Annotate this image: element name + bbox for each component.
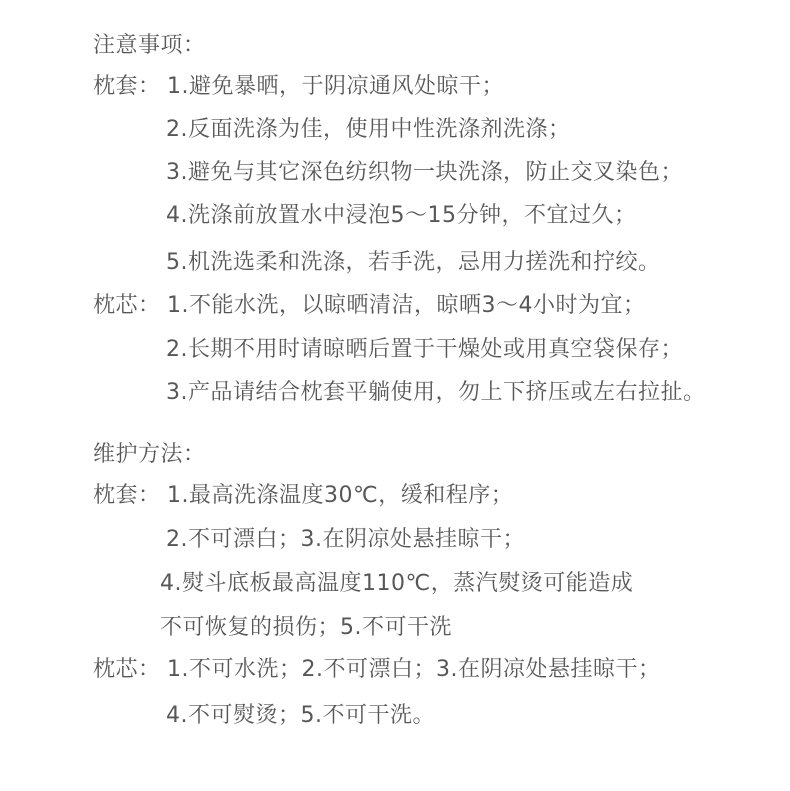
notes-pillowcase-item-2: 2.反面洗涤为佳，使用中性洗涤剂洗涤； [166, 117, 571, 142]
notes-pillowcase-item-5: 5.机洗选柔和洗涤，若手洗，忌用力搓洗和拧绞。 [166, 250, 661, 275]
notes-pillow-core-item-1: 1.不能水洗，以晾晒清洁，晾晒3～4小时为宜； [167, 293, 646, 318]
notes-heading: 注意事项： [93, 33, 206, 58]
care-pillowcase-line-4: 不可恢复的损伤；5.不可干洗 [160, 615, 452, 640]
notes-pillowcase-item-3: 3.避免与其它深色纺织物一块洗涤，防止交叉染色； [166, 160, 683, 185]
care-pillow-core-line-1: 1.不可水洗；2.不可漂白；3.在阴凉处悬挂晾干； [167, 657, 661, 682]
care-pillowcase-line-3: 4.熨斗底板最高温度110℃，蒸汽熨烫可能造成 [160, 571, 634, 596]
pillowcase-label: 枕套： [93, 74, 161, 99]
notes-pillowcase-item-1: 1.避免暴晒，于阴凉通风处晾干； [167, 74, 504, 99]
care-pillowcase-label: 枕套： [93, 483, 161, 508]
pillow-core-label: 枕芯： [93, 293, 161, 318]
care-pillow-core-line-2: 4.不可熨烫；5.不可干洗。 [166, 703, 435, 728]
care-pillowcase-line-2: 2.不可漂白；3.在阴凉处悬挂晾干； [166, 527, 525, 552]
notes-pillow-core-item-2: 2.长期不用时请晾晒后置于干燥处或用真空袋保存； [166, 337, 683, 362]
care-heading: 维护方法： [93, 442, 206, 467]
care-pillowcase-line-1: 1.最高洗涤温度30℃，缓和程序； [167, 483, 514, 508]
notes-pillowcase-item-4: 4.洗涤前放置水中浸泡5～15分钟，不宜过久； [166, 203, 637, 228]
care-pillow-core-label: 枕芯： [93, 657, 161, 682]
notes-pillow-core-item-3: 3.产品请结合枕套平躺使用，勿上下挤压或左右拉扯。 [166, 380, 706, 405]
